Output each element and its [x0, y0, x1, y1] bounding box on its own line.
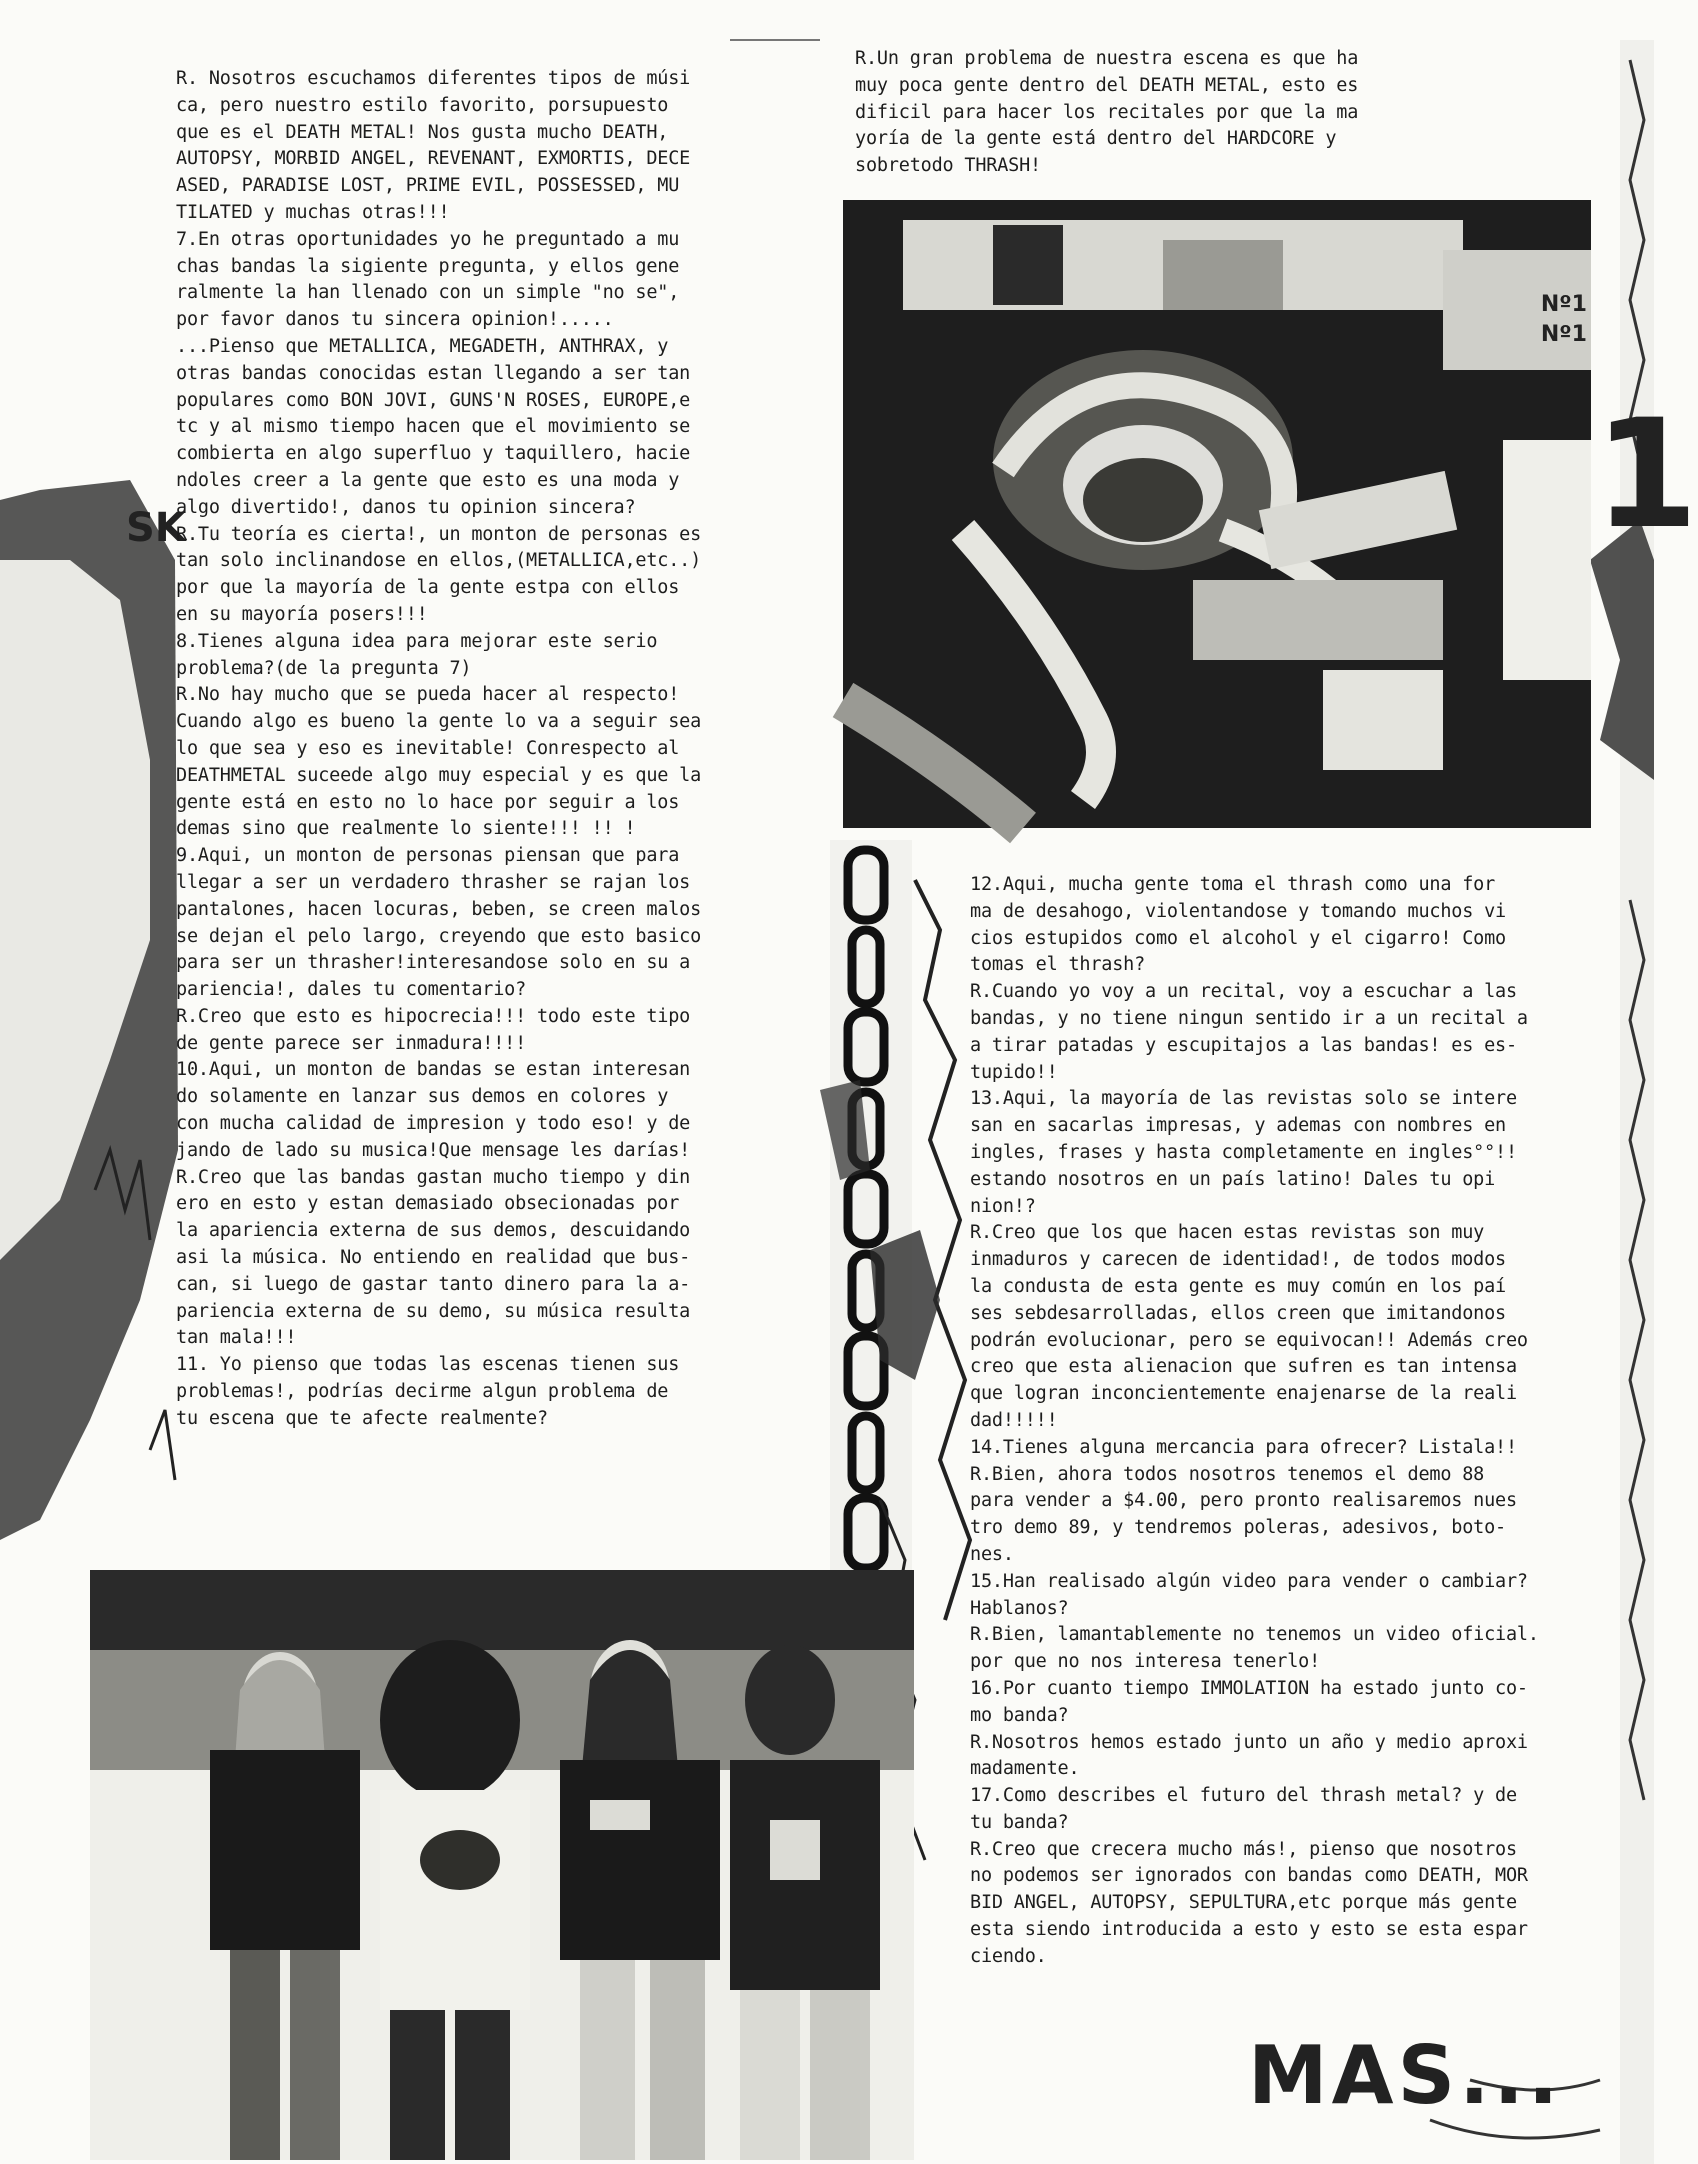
text-line: bandas, y no tiene ningun sentido ir a un recital a — [970, 1007, 1528, 1029]
right-border-pattern — [1620, 40, 1654, 2164]
text-line: algo divertido!, danos tu opinion sincera? — [176, 496, 636, 518]
sk-fragment: SK — [126, 505, 186, 551]
text-line: problema?(de la pregunta 7) — [176, 657, 472, 679]
text-line: ca, pero nuestro estilo favorito, porsupuesto — [176, 94, 669, 116]
text-line: ...Pienso que METALLICA, MEGADETH, ANTHRAX, y — [176, 335, 669, 357]
text-line: 10.Aqui, un monton de bandas se estan interesan — [176, 1059, 691, 1081]
text-line: asi la música. No entiendo en realidad que bus- — [176, 1247, 691, 1269]
text-line: pantalones, hacen locuras, beben, se creen malos — [176, 898, 702, 920]
text-line: ralmente la han llenado con un simple "no se", — [176, 282, 680, 304]
text-line: sobretodo THRASH! — [855, 155, 1041, 177]
text-line: DEATHMETAL suceede algo muy especial y es que la — [176, 764, 702, 786]
text-line: chas bandas la sigiente pregunta, y ellos gene — [176, 255, 680, 277]
text-line: R.Bien, lamantablemente no tenemos un video oficial. — [970, 1624, 1539, 1646]
text-line: para ser un thrasher!interesandose solo en su a — [176, 952, 691, 974]
text-line: problemas!, podrías decirme algun problema de — [176, 1381, 669, 1403]
text-line: BID ANGEL, AUTOPSY, SEPULTURA,etc porque más gente — [970, 1892, 1517, 1914]
text-line: tro demo 89, y tendremos poleras, adesivos, boto- — [970, 1517, 1506, 1539]
text-line: populares como BON JOVI, GUNS'N ROSES, EUROPE,e — [176, 389, 691, 411]
guitarist-photo — [843, 200, 1591, 828]
text-line: R.Creo que crecera mucho más!, pienso que nosotros — [970, 1838, 1517, 1860]
text-line: ma de desahogo, violentandose y tomando muchos vi — [970, 900, 1506, 922]
text-line: R.Bien, ahora todos nosotros tenemos el demo 88 — [970, 1463, 1485, 1485]
text-line: AUTOPSY, MORBID ANGEL, REVENANT, EXMORTIS, DECE — [176, 148, 691, 170]
text-line: pariencia!, dales tu comentario? — [176, 979, 527, 1001]
text-line: R.Creo que los que hacen estas revistas son muy — [970, 1222, 1485, 1244]
text-line: por que la mayoría de la gente estpa con ellos — [176, 577, 680, 599]
text-line: podrán evolucionar, pero se equivocan!! Además creo — [970, 1329, 1528, 1351]
text-line: que es el DEATH METAL! Nos gusta mucho DEATH, — [176, 121, 669, 143]
dark-blotch — [870, 1230, 940, 1380]
band-photo — [90, 1570, 914, 2160]
text-line: para vender a $4.00, pero pronto realisaremos nues — [970, 1490, 1517, 1512]
text-line: pariencia externa de su demo, su música resulta — [176, 1300, 691, 1322]
text-line: ingles, frases y hasta completamente en ingles°°!! — [970, 1141, 1517, 1163]
text-line: 8.Tienes alguna idea para mejorar este serio — [176, 630, 658, 652]
text-line: cios estupidos como el alcohol y el cigarro! Como — [970, 927, 1506, 949]
text-line: Cuando algo es bueno la gente lo va a seguir sea — [176, 711, 702, 733]
right-text-column — [970, 872, 1610, 1971]
text-line: de gente parece ser inmadura!!!! — [176, 1032, 527, 1054]
text-line: ero en esto y estan demasiado obsecionadas por — [176, 1193, 680, 1215]
text-line: llegar a ser un verdadero thrasher se rajan los — [176, 871, 691, 893]
text-line: yoría de la gente está dentro del HARDCORE y — [855, 128, 1337, 150]
text-line: se dejan el pelo largo, creyendo que esto basico — [176, 925, 702, 947]
text-line: esta siendo introducida a esto y esto se esta espar — [970, 1919, 1528, 1941]
text-line: 16.Por cuanto tiempo IMMOLATION ha estado junto co- — [970, 1677, 1528, 1699]
text-line: tan solo inclinandose en ellos,(METALLICA,etc..) — [176, 550, 702, 572]
text-line: con mucha calidad de impresion y todo eso! y de — [176, 1113, 691, 1135]
left-text-column — [176, 66, 816, 1433]
text-line: ciendo. — [970, 1945, 1047, 1967]
text-line: mo banda? — [970, 1704, 1069, 1726]
text-line: en su mayoría posers!!! — [176, 603, 428, 625]
text-line: la apariencia externa de sus demos, descuidando — [176, 1220, 691, 1242]
text-line: madamente. — [970, 1758, 1080, 1780]
photo-label-1: Nº1 — [1540, 292, 1587, 317]
text-line: combierta en algo superfluo y taquillero, hacie — [176, 443, 691, 465]
text-line: tupido!! — [970, 1061, 1058, 1083]
text-line: que logran inconcientemente enajenarse de la reali — [970, 1383, 1517, 1405]
text-line: dad!!!!! — [970, 1409, 1058, 1431]
text-line: nes. — [970, 1543, 1014, 1565]
photo-label-2: Nº1 — [1540, 322, 1587, 347]
text-line: R. Nosotros escuchamos diferentes tipos de músi — [176, 68, 691, 89]
bottom-word-fragment: MAS... — [1248, 2029, 1563, 2122]
text-line: 7.En otras oportunidades yo he preguntado a mu — [176, 228, 680, 250]
text-line: 17.Como describes el futuro del thrash metal? y de — [970, 1785, 1517, 1807]
text-line: 9.Aqui, un monton de personas piensan que para — [176, 845, 680, 867]
guitarist-photo-image — [843, 200, 1591, 828]
text-line: tu escena que te afecte realmente? — [176, 1407, 548, 1429]
text-line: 11. Yo pienso que todas las escenas tienen sus — [176, 1354, 680, 1376]
text-line: can, si luego de gastar tanto dinero para la a- — [176, 1273, 691, 1295]
text-line: R.Creo que las bandas gastan mucho tiempo y din — [176, 1166, 691, 1188]
text-line: 14.Tienes alguna mercancia para ofrecer? Listala!! — [970, 1436, 1517, 1458]
big-one-fragment: 1 — [1594, 388, 1698, 562]
text-line: no podemos ser ignorados con bandas como DEATH, MOR — [970, 1865, 1528, 1887]
text-line: ASED, PARADISE LOST, PRIME EVIL, POSSESSED, MU — [176, 175, 680, 197]
text-line: inmaduros y carecen de identidad!, de todos modos — [970, 1249, 1506, 1271]
text-line: nion!? — [970, 1195, 1036, 1217]
text-line: tomas el thrash? — [970, 954, 1146, 976]
text-line: TILATED y muchas otras!!! — [176, 201, 450, 223]
text-line: do solamente en lanzar sus demos en colores y — [176, 1086, 669, 1108]
text-line: 13.Aqui, la mayoría de las revistas solo se intere — [970, 1088, 1517, 1110]
text-line: R.Nosotros hemos estado junto un año y medio aproxi — [970, 1731, 1528, 1753]
text-line: tu banda? — [970, 1811, 1069, 1833]
text-line: 15.Han realisado algún video para vender o cambiar? — [970, 1570, 1528, 1592]
text-line: a tirar patadas y escupitajos a las bandas! es es- — [970, 1034, 1517, 1056]
text-line: R.Creo que esto es hipocrecia!!! todo este tipo — [176, 1005, 691, 1027]
answer-11-text — [855, 46, 1455, 180]
text-line: por favor danos tu sincera opinion!..... — [176, 309, 614, 331]
text-line: tan mala!!! — [176, 1327, 297, 1349]
text-line: dificil para hacer los recitales por que la ma — [855, 101, 1359, 123]
text-line: lo que sea y eso es inevitable! Conrespecto al — [176, 737, 680, 759]
text-line: gente está en esto no lo hace por seguir a los — [176, 791, 680, 813]
band-photo-image — [90, 1570, 914, 2160]
text-line: R.No hay mucho que se pueda hacer al respecto! — [176, 684, 680, 706]
text-line: demas sino que realmente lo siente!!! !! ! — [176, 818, 636, 840]
left-scribble-2 — [150, 1410, 175, 1480]
text-line: la condusta de esta gente es muy común en los paí — [970, 1275, 1506, 1297]
text-line: Hablanos? — [970, 1597, 1069, 1619]
text-line: tc y al mismo tiempo hacen que el movimiento se — [176, 416, 691, 438]
text-line: ses sebdesarrolladas, ellos creen que imitandonos — [970, 1302, 1506, 1324]
text-line: R.Tu teoría es cierta!, un monton de personas es — [176, 523, 702, 545]
text-line: muy poca gente dentro del DEATH METAL, esto es — [855, 74, 1359, 96]
text-line: 12.Aqui, mucha gente toma el thrash como una for — [970, 874, 1496, 895]
text-line: R.Cuando yo voy a un recital, voy a escuchar a las — [970, 981, 1517, 1003]
text-line: estando nosotros en un país latino! Dales tu opi — [970, 1168, 1496, 1190]
text-line: por que no nos interesa tenerlo! — [970, 1651, 1321, 1673]
text-line: creo que esta alienacion que sufren es tan intensa — [970, 1356, 1517, 1378]
text-line: ndoles creer a la gente que esto es una moda y — [176, 469, 680, 491]
text-line: san en sacarlas impresas, y ademas con nombres en — [970, 1115, 1506, 1137]
text-line: otras bandas conocidas estan llegando a ser tan — [176, 362, 691, 384]
text-line: jando de lado su musica!Que mensage les darías! — [176, 1139, 691, 1161]
text-line: R.Un gran problema de nuestra escena es que ha — [855, 48, 1359, 69]
